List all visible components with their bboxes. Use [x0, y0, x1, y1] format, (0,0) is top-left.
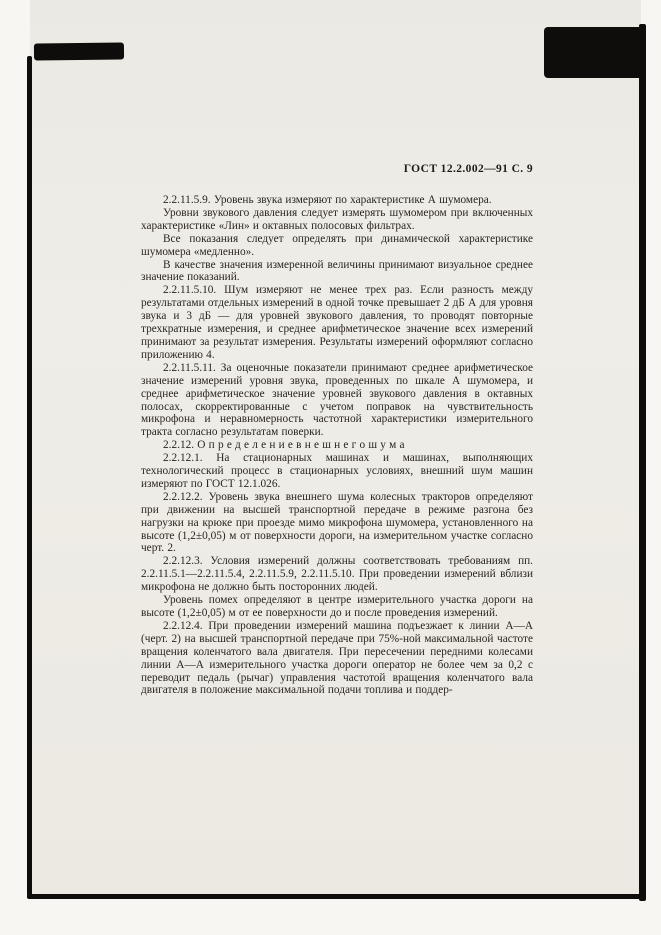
- paragraph-measured-value: В качестве значения измеренной величины принимают визуальное среднее значение показаний.: [141, 258, 533, 284]
- paragraph-2-2-12-3: 2.2.12.3. Условия измерений должны соответствовать требованиям пп. 2.2.11.5.1—2.2.11.5.4, 2.2.11.5.9, 2.2.11.5.10. При проведении измерений вблизи микрофона не должно быть посторонних людей.: [141, 555, 533, 594]
- paragraph-2-2-12-2: 2.2.12.2. Уровень звука внешнего шума колесных тракторов определяют при движении на высшей транспортной передаче в режиме разгона без нагрузки на крюке при проезде мимо микрофона шумомера, установленного на высоте (1,2±0,05) м от поверхности дороги, на измерительном участке согласно черт. 2.: [141, 490, 533, 555]
- scan-artifact-left-edge: [27, 56, 32, 896]
- paragraph-slow-characteristic: Все показания следует определять при динамической характеристике шумомера «медленно».: [141, 232, 533, 258]
- paragraph-sound-pressure: Уровни звукового давления следует измерять шумомером при включенных характеристике «Лин» и октавных полосовых фильтрах.: [141, 206, 533, 232]
- paragraph-2-2-12-4: 2.2.12.4. При проведении измерений машина подъезжает к линии А—А (черт. 2) на высшей транспортной передаче при 75%-ной максимальной частоте вращения коленчатого вала двигателя. При пересечении передними колесами линии А—А измерительного участка дороги оператор не более чем за 0,2 с переводит педаль (рычаг) управления частотой вращения коленчатого вала двигателя в положение максимальной подачи топлива и поддер-: [141, 619, 533, 697]
- scan-artifact-bottom-edge: [27, 894, 646, 899]
- scan-artifact-top-right: [544, 27, 645, 78]
- paragraph-2-2-11-5-9: 2.2.11.5.9. Уровень звука измеряют по характеристике А шумомера.: [163, 194, 492, 206]
- paragraph-2-2-11-5-11: 2.2.11.5.11. За оценочные показатели принимают среднее арифметическое значение измерений уровня звука, проведенных по шкале А шумомера, и среднее арифметическое значение уровней звукового давления в октавных полосах, скорректированные с учетом поправок на чувствительность микрофона и неравномерность частотной характеристики измерительного тракта согласно результатам поверки.: [141, 361, 533, 439]
- scan-artifact-right-edge: [639, 24, 646, 901]
- page-content: [141, 163, 533, 697]
- document-body: [141, 194, 533, 697]
- paragraph-noise-level: Уровень помех определяют в центре измерительного участка дороги на высоте (1,2±0,05) м от ее поверхности до и после проведения измерений.: [141, 594, 533, 619]
- paragraph-2-2-11-5-10: 2.2.11.5.10. Шум измеряют не менее трех раз. Если разность между результатами отдельных измерений в одной точке превышает 2 дБ А для уровня звука и 3 дБ — для уровней звукового давления, то проводят повторные трехкратные измерения, и среднее арифметическое значение всех измерений принимают за результат измерения. Результаты измерений оформляют согласно приложению 4.: [141, 284, 533, 361]
- scan-artifact-top-left: [34, 43, 124, 61]
- section-heading-2-2-12: 2.2.12. О п р е д е л е н и е в н е ш н е г о ш у м а: [163, 439, 405, 452]
- paragraph-2-2-12-1: 2.2.12.1. На стационарных машинах и машинах, выполняющих технологический процесс в стационарных условиях, внешний шум машин измеряют по ГОСТ 12.1.026.: [141, 452, 533, 490]
- page-header: ГОСТ 12.2.002—91 С. 9: [403, 163, 533, 175]
